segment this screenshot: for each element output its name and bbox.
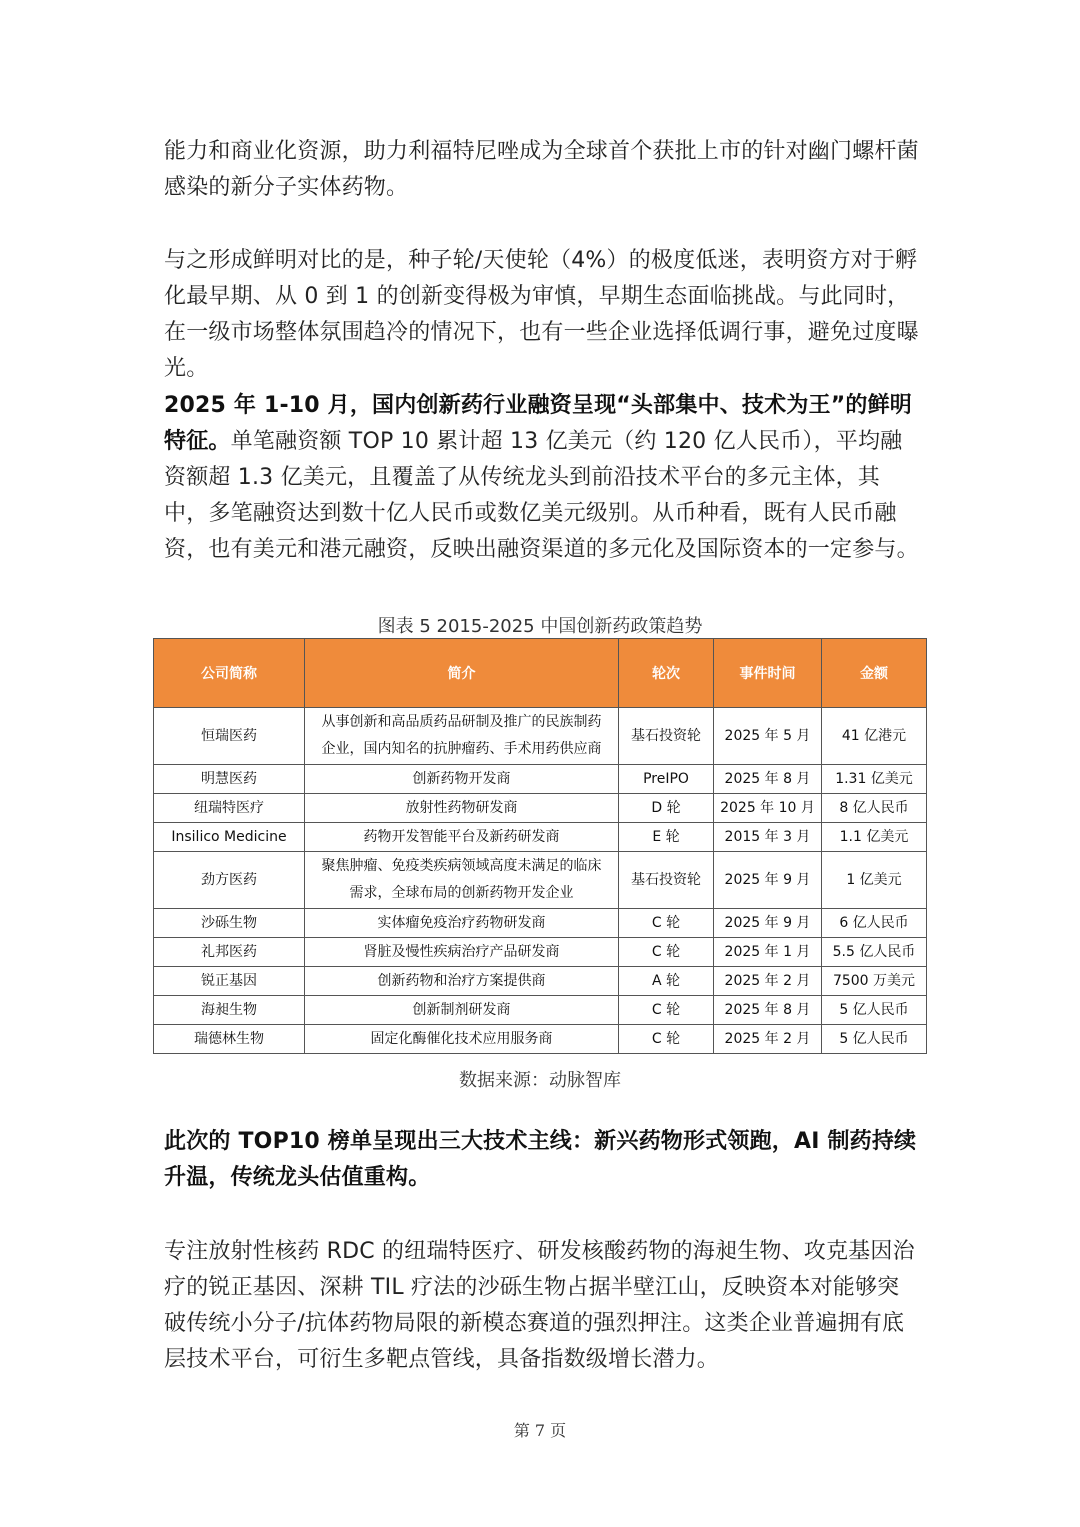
table-row — [154, 765, 927, 794]
cell-intro: 放射性药物研发商 — [305, 794, 619, 823]
cell-round: C 轮 — [619, 909, 714, 938]
financing-table — [153, 638, 927, 1054]
cell-round: D 轮 — [619, 794, 714, 823]
cell-company: 明慧医药 — [154, 765, 305, 794]
cell-round: E 轮 — [619, 823, 714, 852]
cell-company: 沙砾生物 — [154, 909, 305, 938]
cell-round: 基石投资轮 — [619, 708, 714, 765]
cell-intro-line: 聚焦肿瘤、免疫类疾病领域高度未满足的临床 — [321, 858, 602, 874]
cell-amount: 8 亿人民币 — [822, 794, 927, 823]
cell-intro: 固定化酶催化技术应用服务商 — [305, 1025, 619, 1054]
cell-intro: 实体瘤免疫治疗药物研发商 — [305, 909, 619, 938]
paragraph-4-heading: 此次的 TOP10 榜单呈现出三大技术主线：新兴药物形式领跑，AI 制药持续升温，传统龙头估值重构。 — [164, 1129, 917, 1190]
cell-company: 纽瑞特医疗 — [154, 794, 305, 823]
cell-amount: 7500 万美元 — [822, 967, 927, 996]
table-header-row — [154, 639, 927, 708]
cell-intro: 药物开发智能平台及新药研发商 — [305, 823, 619, 852]
cell-intro: 创新药物开发商 — [305, 765, 619, 794]
cell-amount: 1.31 亿美元 — [822, 765, 927, 794]
table-source: 数据来源：动脉智库 — [459, 1070, 621, 1091]
cell-date: 2025 年 9 月 — [714, 909, 822, 938]
cell-date: 2025 年 9 月 — [714, 852, 822, 909]
cell-amount: 1.1 亿美元 — [822, 823, 927, 852]
cell-date: 2025 年 10 月 — [714, 794, 822, 823]
cell-company: 劲方医药 — [154, 852, 305, 909]
cell-intro — [305, 852, 619, 909]
header-intro: 简介 — [305, 639, 619, 708]
cell-round: 基石投资轮 — [619, 852, 714, 909]
cell-intro-line: 需求，全球布局的创新药物开发企业 — [349, 885, 574, 901]
cell-round: C 轮 — [619, 996, 714, 1025]
cell-date: 2025 年 2 月 — [714, 1025, 822, 1054]
cell-company: 瑞德林生物 — [154, 1025, 305, 1054]
cell-intro: 创新制剂研发商 — [305, 996, 619, 1025]
paragraph-1: 能力和商业化资源，助力利福特尼唑成为全球首个获批上市的针对幽门螺杆菌感染的新分子实体药物。 — [164, 139, 919, 200]
table-row — [154, 909, 927, 938]
table-row — [154, 938, 927, 967]
header-round: 轮次 — [619, 639, 714, 708]
table-row — [154, 823, 927, 852]
cell-date: 2025 年 5 月 — [714, 708, 822, 765]
paragraph-2: 与之形成鲜明对比的是，种子轮/天使轮（4%）的极度低迷，表明资方对于孵化最早期、从 0 到 1 的创新变得极为审慎，早期生态面临挑战。与此同时，在一级市场整体氛围趋冷的情况下，也有一些企业选择低调行事，避免过度曝光。 — [164, 248, 919, 381]
header-amount: 金额 — [822, 639, 927, 708]
paragraph-5: 专注放射性核药 RDC 的纽瑞特医疗、研发核酸药物的海昶生物、攻克基因治疗的锐正基因、深耕 TIL 疗法的沙砾生物占据半壁江山，反映资本对能够突破传统小分子/抗体药物局限的新模态赛道的强烈押注。这类企业普遍拥有底层技术平台，可衍生多靶点管线，具备指数级增长潜力。 — [164, 1239, 915, 1372]
table-caption: 图表 5 2015-2025 中国创新药政策趋势 — [377, 616, 703, 637]
cell-date: 2025 年 8 月 — [714, 996, 822, 1025]
cell-date: 2015 年 3 月 — [714, 823, 822, 852]
cell-intro-line: 企业，国内知名的抗肿瘤药、手术用药供应商 — [321, 741, 602, 757]
table-row — [154, 967, 927, 996]
cell-intro-line: 从事创新和高品质药品研制及推广的民族制药 — [321, 714, 602, 730]
cell-date: 2025 年 1 月 — [714, 938, 822, 967]
cell-amount: 5 亿人民币 — [822, 1025, 927, 1054]
cell-round: C 轮 — [619, 1025, 714, 1054]
cell-amount: 5 亿人民币 — [822, 996, 927, 1025]
page-number: 第 7 页 — [513, 1421, 567, 1440]
cell-amount: 41 亿港元 — [822, 708, 927, 765]
cell-date: 2025 年 8 月 — [714, 765, 822, 794]
paragraph-3-body: 单笔融资额 TOP 10 累计超 13 亿美元（约 120 亿人民币），平均融资额超 1.3 亿美元，且覆盖了从传统龙头到前沿技术平台的多元主体，其中，多笔融资达到数十亿人民币或数亿美元级别。从币种看，既有人民币融资，也有美元和港元融资，反映出融资渠道的多元化及国际资本的一定参与。 — [164, 429, 919, 562]
cell-company: 礼邦医药 — [154, 938, 305, 967]
cell-amount: 1 亿美元 — [822, 852, 927, 909]
cell-round: A 轮 — [619, 967, 714, 996]
table-row — [154, 1025, 927, 1054]
table-row — [154, 708, 927, 765]
cell-company: 恒瑞医药 — [154, 708, 305, 765]
cell-round: C 轮 — [619, 938, 714, 967]
table-row — [154, 996, 927, 1025]
cell-round: PreIPO — [619, 765, 714, 794]
cell-amount: 6 亿人民币 — [822, 909, 927, 938]
cell-amount: 5.5 亿人民币 — [822, 938, 927, 967]
header-company: 公司简称 — [154, 639, 305, 708]
cell-intro — [305, 708, 619, 765]
table-row — [154, 852, 927, 909]
cell-company: Insilico Medicine — [154, 823, 305, 852]
cell-company: 海昶生物 — [154, 996, 305, 1025]
cell-company: 锐正基因 — [154, 967, 305, 996]
paragraph-3 — [164, 388, 920, 568]
paragraph-3-highlight: 2025 年 1-10 月，国内创新药行业融资呈现“头部集中、技术为王”的鲜明特征。 — [164, 393, 912, 454]
cell-date: 2025 年 2 月 — [714, 967, 822, 996]
cell-intro: 创新药物和治疗方案提供商 — [305, 967, 619, 996]
header-date: 事件时间 — [714, 639, 822, 708]
table-row — [154, 794, 927, 823]
cell-intro: 肾脏及慢性疾病治疗产品研发商 — [305, 938, 619, 967]
